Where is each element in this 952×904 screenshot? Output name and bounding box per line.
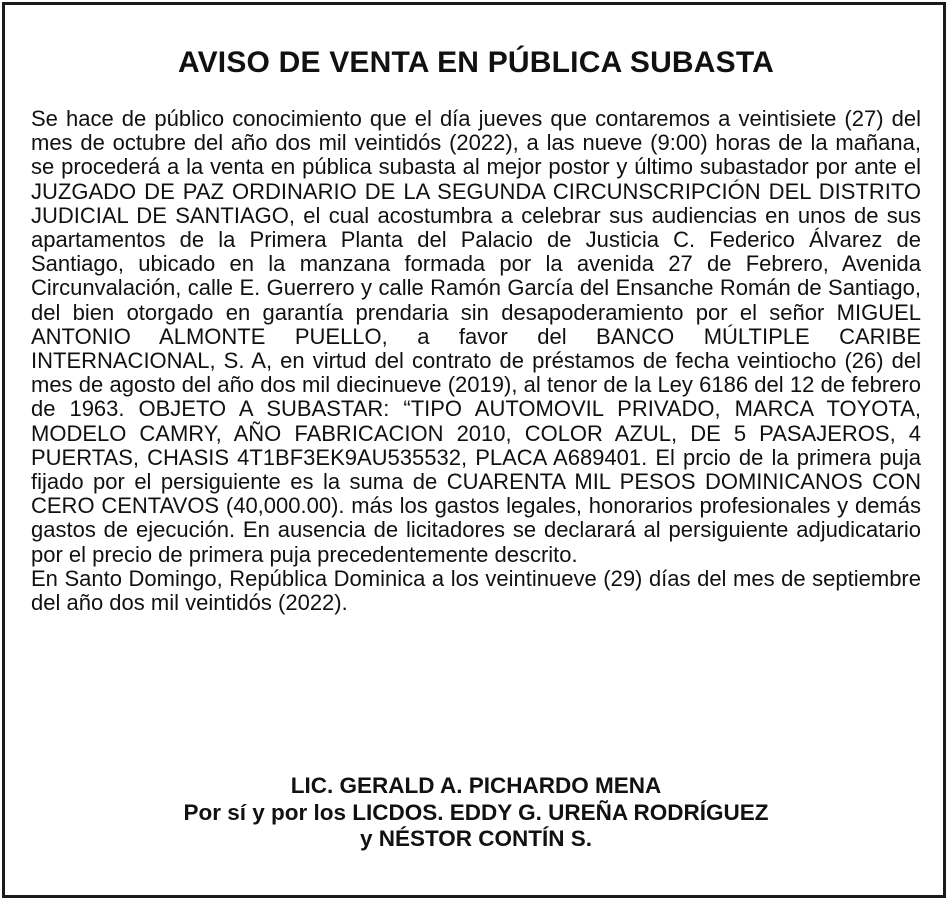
notice-title: AVISO DE VENTA EN PÚBLICA SUBASTA bbox=[177, 46, 775, 79]
signature-co-signer: y NÉSTOR CONTÍN S. bbox=[359, 826, 593, 851]
signature-name: LIC. GERALD A. PICHARDO MENA bbox=[290, 773, 662, 798]
notice-paragraph-main: Se hace de público conocimiento que el día jueves que contaremos a veintisiete (27) del mes de octubre del año dos mil veintidós (2022), a las nueve (9:00) horas de la mañana, se procederá a la venta en pública subasta al mejor postor y último subastador por ante el JUZGADO DE PAZ ORDINARIO DE LA SEGUNDA CIRCUNSCRIPCIÓN DEL DISTRITO JUDICIAL DE SANTIAGO, el cual acostumbra a celebrar sus audiencias en unos de sus apartamentos de la Primera Planta del Palacio de Justicia C. Federico Álvarez de Santiago, ubicado en la manzana formada por la avenida 27 de Febrero, Avenida Circunvalación, calle E. Guerrero y calle Ramón García del Ensanche Román de Santiago, del bien otorgado en garantía prendaria sin desapoderamiento por el señor MIGUEL ANTONIO ALMONTE PUELLO, a favor del BANCO MÚLTIPLE CARIBE INTERNACIONAL, S. A, en virtud del contrato de préstamos de fecha veintiocho (26) del mes de agosto del año dos mil diecinueve (2019), al tenor de la Ley 6186 del 12 de febrero de 1963. OBJETO A SUBASTAR: “TIPO AUTOMOVIL PRIVADO, MARCA TOYOTA, MODELO CAMRY, AÑO FABRICACION 2010, COLOR AZUL, DE 5 PASAJEROS, 4 PUERTAS, CHASIS 4T1BF3EK9AU535532, PLACA A689401. El prcio de la primera puja fijado por el persiguiente es la suma de CUARENTA MIL PESOS DOMINICANOS CON CERO CENTAVOS (40,000.00). más los gastos legales, honorarios profesionales y demás gastos de ejecución. En ausencia de licitadores se declarará al persiguiente adjudicatario por el precio de primera puja precedentemente descrito. bbox=[31, 106, 921, 567]
notice-paragraph-place-date: En Santo Domingo, República Dominica a los veintinueve (29) días del mes de septiembre del año dos mil veintidós (2022). bbox=[31, 565, 921, 616]
notice-body bbox=[31, 107, 921, 615]
signature-on-behalf: Por sí y por los LICDOS. EDDY G. UREÑA RODRÍGUEZ bbox=[183, 799, 769, 825]
signature-block bbox=[0, 773, 952, 853]
